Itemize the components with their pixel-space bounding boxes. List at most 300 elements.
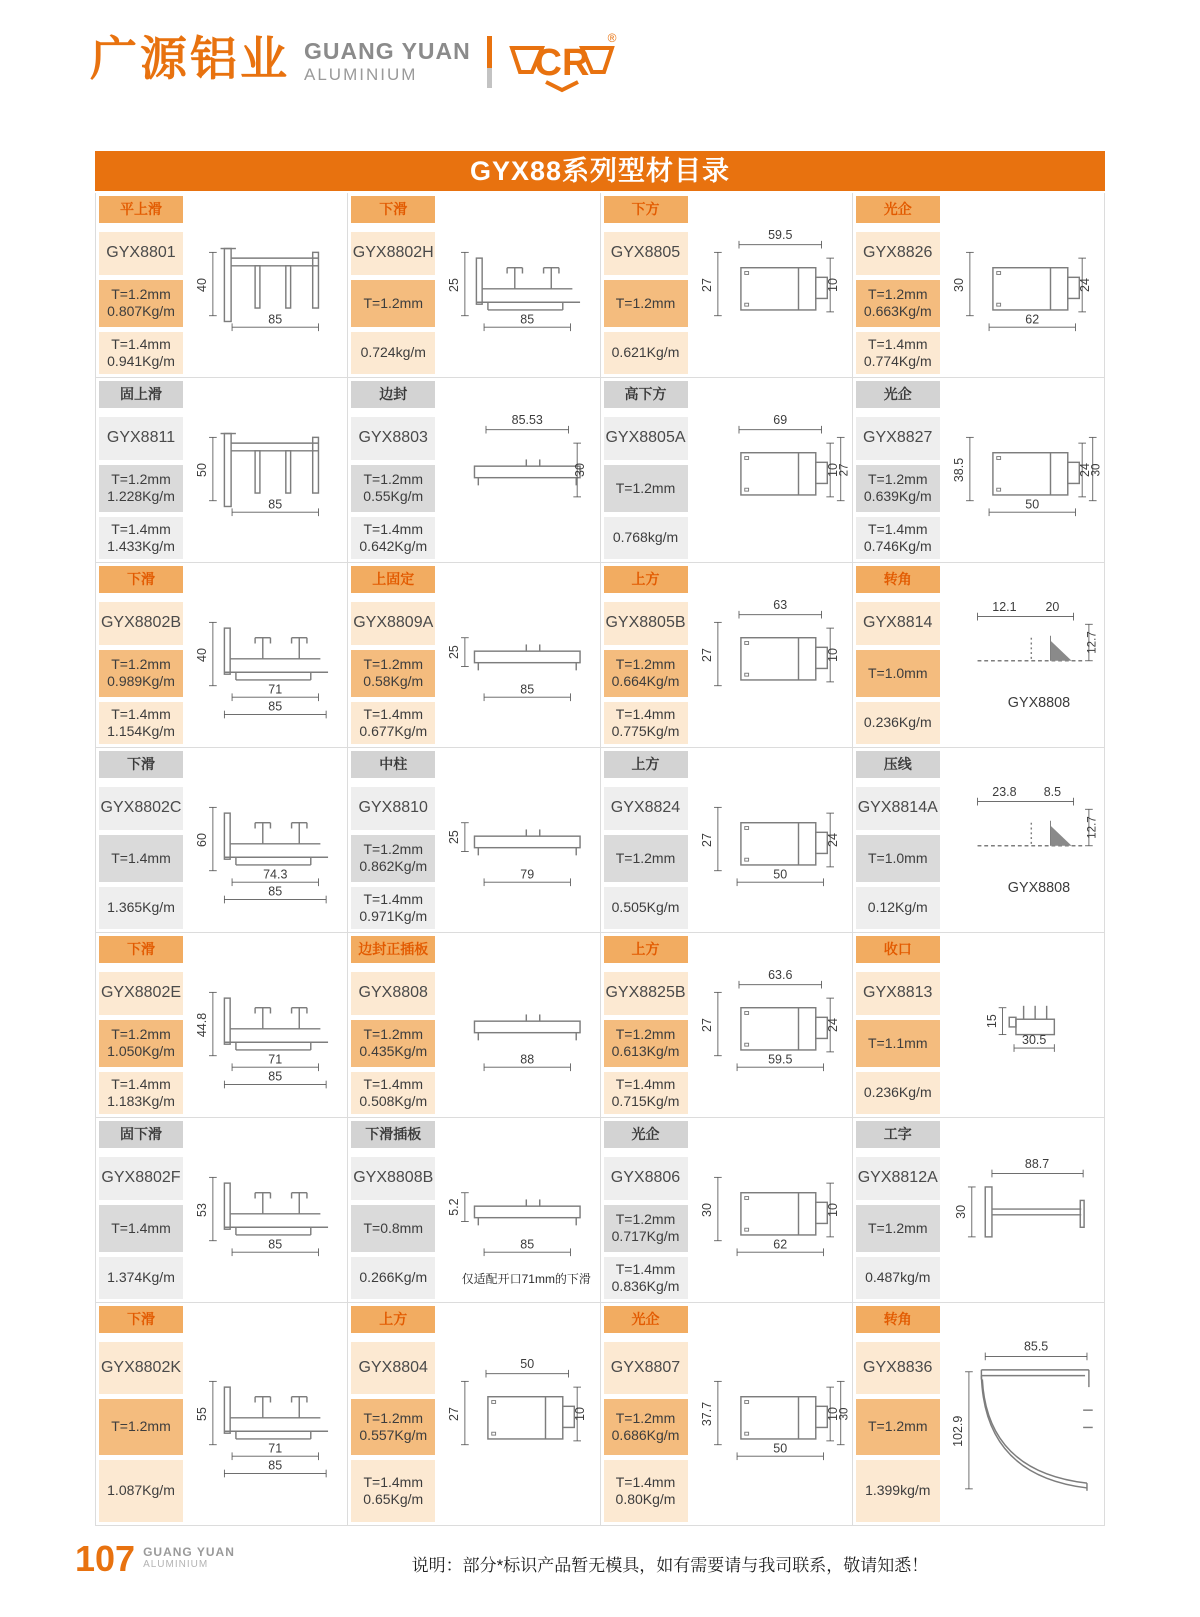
spec-secondary [99, 887, 183, 929]
spec-line: 0.836Kg/m [611, 1278, 680, 1295]
spec-primary [351, 1020, 435, 1068]
profile-drawing [186, 933, 347, 1117]
category-chip: 平上滑 [99, 196, 183, 223]
svg-text:44.8: 44.8 [195, 1012, 210, 1038]
catalog-row [95, 1303, 1105, 1526]
product-code: GYX8802B [99, 602, 183, 645]
profile-drawing [691, 563, 852, 747]
spec-line: T=1.2mm [867, 1219, 928, 1236]
profile-drawing [691, 933, 852, 1117]
svg-text:24: 24 [1077, 463, 1092, 477]
svg-text:85: 85 [268, 884, 283, 899]
spec-secondary [351, 332, 435, 374]
catalog-row [95, 748, 1105, 933]
svg-text:59.5: 59.5 [767, 227, 792, 242]
product-code: GYX8808B [351, 1157, 435, 1200]
catalog-row [95, 1118, 1105, 1303]
svg-text:27: 27 [837, 463, 850, 477]
svg-text:40: 40 [195, 278, 210, 292]
product-labels [853, 933, 943, 1117]
product-code: GYX8809A [351, 602, 435, 645]
spec-line: 0.862Kg/m [359, 858, 428, 875]
category-chip: 下滑 [99, 566, 183, 593]
product-code: GYX8805B [604, 602, 688, 645]
product-code: GYX8827 [856, 417, 940, 460]
product-cell [96, 1118, 348, 1302]
product-cell [96, 193, 348, 377]
spec-line: T=1.2mm [615, 479, 676, 496]
catalog-row [95, 193, 1105, 378]
spec-line: 0.621Kg/m [611, 344, 680, 361]
spec-line: T=1.4mm [111, 1075, 171, 1092]
spec-line: 1.365Kg/m [107, 899, 175, 916]
spec-line: T=1.2mm [111, 285, 171, 302]
product-code: GYX8813 [856, 972, 940, 1015]
category-chip: 下滑 [99, 936, 183, 963]
spec-line: T=1.4mm [111, 520, 171, 537]
category-chip: 光企 [856, 381, 940, 408]
spec-line: 0.807Kg/m [107, 303, 175, 320]
spec-secondary [604, 1257, 688, 1299]
profile-drawing [186, 1303, 347, 1525]
spec-line: T=1.2mm [363, 1025, 423, 1042]
product-code: GYX8803 [351, 417, 435, 460]
spec-line: T=1.4mm [363, 1473, 423, 1490]
svg-text:63: 63 [772, 597, 787, 612]
spec-line: 0.55Kg/m [363, 488, 424, 505]
spec-line: T=1.4mm [111, 849, 171, 866]
spec-secondary [604, 887, 688, 929]
spec-line: 0.236Kg/m [863, 714, 932, 731]
svg-text:59.5: 59.5 [767, 1052, 792, 1067]
spec-line: 0.768kg/m [612, 529, 679, 546]
svg-text:40: 40 [195, 648, 210, 662]
category-chip: 光企 [856, 196, 940, 223]
spec-secondary [856, 332, 940, 374]
spec-primary [351, 1205, 435, 1253]
page-title: GYX88系列型材目录 [95, 151, 1105, 191]
svg-text:10: 10 [573, 1407, 588, 1421]
spec-line: T=1.0mm [867, 664, 928, 681]
svg-text:85: 85 [268, 312, 283, 327]
spec-line: 0.58Kg/m [363, 673, 424, 690]
profile-drawing [691, 748, 852, 932]
product-cell [601, 378, 853, 562]
spec-line: T=1.4mm [615, 705, 676, 722]
spec-secondary [604, 1460, 688, 1522]
profile-drawing [438, 933, 599, 1117]
spec-line: T=1.4mm [615, 1473, 676, 1490]
svg-text:8.5: 8.5 [1043, 784, 1061, 799]
svg-text:71: 71 [268, 1441, 283, 1456]
spec-line: T=1.4mm [363, 1075, 423, 1092]
spec-line: T=1.2mm [363, 294, 423, 311]
product-labels [601, 748, 691, 932]
footer-brand-line1: GUANG YUAN [143, 1545, 235, 1559]
spec-secondary [856, 517, 940, 559]
product-cell [348, 378, 600, 562]
svg-text:12.7: 12.7 [1086, 816, 1099, 839]
svg-text:85.5: 85.5 [1023, 1339, 1048, 1354]
svg-text:85: 85 [520, 312, 535, 327]
product-code: GYX8825B [604, 972, 688, 1015]
spec-line: T=1.0mm [867, 849, 928, 866]
svg-text:23.8: 23.8 [992, 784, 1017, 799]
svg-text:50: 50 [1025, 497, 1039, 512]
spec-secondary [351, 517, 435, 559]
svg-text:24: 24 [825, 833, 840, 847]
svg-text:25: 25 [447, 645, 462, 660]
spec-line: 0.505Kg/m [611, 899, 680, 916]
svg-text:5.2: 5.2 [447, 1198, 462, 1216]
spec-primary [856, 1020, 940, 1068]
spec-line: 0.717Kg/m [611, 1228, 680, 1245]
spec-secondary [99, 702, 183, 744]
spec-primary [99, 1205, 183, 1253]
spec-line: 1.433Kg/m [107, 538, 175, 555]
spec-line: 0.715Kg/m [611, 1093, 680, 1110]
spec-line: T=1.2mm [867, 470, 928, 487]
spec-line: T=1.2mm [615, 655, 676, 672]
product-labels [348, 748, 438, 932]
category-chip: 压线 [856, 751, 940, 778]
profile-drawing [943, 378, 1104, 562]
spec-line: T=1.4mm [867, 335, 928, 352]
spec-secondary [99, 332, 183, 374]
profile-drawing [186, 563, 347, 747]
svg-text:12.1: 12.1 [992, 599, 1017, 614]
logo-divider [487, 36, 492, 88]
spec-primary [856, 280, 940, 328]
spec-secondary [351, 1460, 435, 1522]
spec-primary [99, 650, 183, 698]
svg-text:30: 30 [573, 463, 588, 477]
svg-text:38.5: 38.5 [951, 457, 966, 483]
spec-line: 0.435Kg/m [359, 1043, 428, 1060]
product-labels [601, 563, 691, 747]
spec-line: 0.774Kg/m [863, 353, 932, 370]
spec-secondary [604, 517, 688, 559]
svg-text:53: 53 [195, 1203, 210, 1217]
svg-text:79: 79 [520, 867, 535, 882]
spec-line: 0.677Kg/m [359, 723, 428, 740]
svg-text:62: 62 [772, 1237, 787, 1252]
product-cell [853, 748, 1104, 932]
brand-name-en: GUANG YUAN [304, 38, 471, 64]
catalog-grid [95, 193, 1105, 1526]
svg-text:88.7: 88.7 [1024, 1156, 1049, 1171]
spec-primary [351, 835, 435, 883]
svg-text:27: 27 [699, 648, 714, 662]
product-cell [601, 1118, 853, 1302]
spec-line: T=1.4mm [615, 1260, 676, 1277]
profile-drawing [691, 1118, 852, 1302]
spec-line: T=1.2mm [615, 849, 676, 866]
svg-text:85: 85 [268, 497, 283, 512]
spec-line: T=1.4mm [363, 520, 423, 537]
product-labels [348, 1118, 438, 1302]
svg-text:71: 71 [268, 682, 283, 697]
spec-line: 0.663Kg/m [863, 303, 932, 320]
spec-line: T=1.2mm [615, 1210, 676, 1227]
spec-line: T=1.2mm [363, 840, 423, 857]
product-code: GYX8824 [604, 787, 688, 830]
spec-line: T=1.2mm [111, 655, 171, 672]
spec-line: T=1.1mm [867, 1034, 928, 1051]
svg-text:24: 24 [825, 1018, 840, 1032]
cr-logo-letters: CR [534, 42, 590, 84]
svg-text:仅适配开口71mm的下滑: 仅适配开口71mm的下滑 [461, 1271, 592, 1286]
category-chip: 上固定 [351, 566, 435, 593]
category-chip: 上方 [604, 751, 688, 778]
spec-secondary [99, 1257, 183, 1299]
spec-line: T=1.4mm [615, 1075, 676, 1092]
spec-line: T=1.2mm [363, 655, 423, 672]
product-code: GYX8836 [856, 1342, 940, 1394]
product-labels [601, 378, 691, 562]
product-code: GYX8805 [604, 232, 688, 275]
product-cell [348, 748, 600, 932]
svg-text:10: 10 [825, 648, 840, 662]
category-chip: 上方 [604, 566, 688, 593]
category-chip: 中柱 [351, 751, 435, 778]
product-labels [96, 1118, 186, 1302]
cr-logo-icon [508, 30, 620, 101]
product-labels [96, 378, 186, 562]
spec-line: 0.724kg/m [360, 344, 426, 361]
spec-line: 0.557Kg/m [359, 1427, 428, 1443]
product-cell [601, 748, 853, 932]
svg-text:30: 30 [953, 1204, 968, 1219]
spec-line: 1.374Kg/m [107, 1269, 175, 1286]
product-labels [601, 1303, 691, 1525]
svg-text:15: 15 [984, 1014, 999, 1029]
spec-line: 0.664Kg/m [611, 673, 680, 690]
product-code: GYX8812A [856, 1157, 940, 1200]
spec-line: 1.183Kg/m [107, 1093, 175, 1110]
spec-secondary [99, 517, 183, 559]
product-cell [96, 933, 348, 1117]
product-code: GYX8806 [604, 1157, 688, 1200]
product-labels [853, 748, 943, 932]
svg-text:63.6: 63.6 [767, 967, 792, 982]
svg-text:GYX8808: GYX8808 [1007, 694, 1070, 711]
category-chip: 收口 [856, 936, 940, 963]
spec-secondary [351, 887, 435, 929]
spec-line: T=1.2mm [111, 1025, 171, 1042]
spec-primary [856, 465, 940, 513]
svg-text:50: 50 [772, 1441, 787, 1456]
profile-drawing [186, 1118, 347, 1302]
svg-text:10: 10 [825, 1203, 840, 1217]
svg-text:69: 69 [772, 412, 787, 427]
spec-primary [856, 1205, 940, 1253]
category-chip: 工字 [856, 1121, 940, 1148]
profile-drawing [943, 933, 1104, 1117]
profile-drawing [943, 748, 1104, 932]
spec-line: 0.80Kg/m [615, 1491, 676, 1507]
spec-line: 0.941Kg/m [107, 353, 175, 370]
profile-drawing [438, 1303, 599, 1525]
brand-logo-en [304, 34, 471, 85]
product-cell [853, 378, 1104, 562]
product-code: GYX8802K [99, 1342, 183, 1394]
spec-secondary [856, 1072, 940, 1114]
category-chip: 边封 [351, 381, 435, 408]
catalog-row [95, 563, 1105, 748]
profile-drawing [186, 378, 347, 562]
svg-text:30: 30 [837, 1407, 850, 1421]
svg-text:102.9: 102.9 [950, 1415, 965, 1447]
spec-primary [856, 650, 940, 698]
svg-text:10: 10 [825, 1407, 840, 1421]
footer-note: 说明：部分*标识产品暂无模具，如有需要请与我司联系，敬请知悉！ [411, 1556, 929, 1575]
spec-primary [351, 465, 435, 513]
category-chip: 下滑 [99, 1306, 183, 1333]
svg-text:50: 50 [772, 867, 787, 882]
product-labels [348, 933, 438, 1117]
spec-primary [351, 650, 435, 698]
spec-line: 1.228Kg/m [107, 488, 175, 505]
product-code: GYX8811 [99, 417, 183, 460]
svg-text:50: 50 [520, 1356, 535, 1371]
svg-text:27: 27 [447, 1407, 462, 1421]
svg-text:85: 85 [268, 1069, 283, 1084]
product-code: GYX8814A [856, 787, 940, 830]
spec-line: 0.989Kg/m [107, 673, 175, 690]
spec-line: T=1.4mm [111, 705, 171, 722]
spec-secondary [99, 1460, 183, 1522]
svg-text:GYX8808: GYX8808 [1007, 879, 1070, 896]
svg-text:71: 71 [268, 1052, 283, 1067]
profile-drawing [943, 193, 1104, 377]
spec-line: T=1.2mm [111, 470, 171, 487]
product-cell [853, 193, 1104, 377]
product-cell [348, 563, 600, 747]
profile-drawing [438, 1118, 599, 1302]
catalog-row [95, 378, 1105, 563]
product-cell [96, 378, 348, 562]
spec-secondary [856, 1460, 940, 1522]
product-labels [853, 193, 943, 377]
svg-text:37.7: 37.7 [699, 1401, 714, 1427]
spec-line: T=1.2mm [867, 1418, 928, 1435]
spec-line: 1.050Kg/m [107, 1043, 175, 1060]
page-footer [75, 1538, 1105, 1579]
product-cell [853, 1303, 1104, 1525]
svg-text:25: 25 [447, 830, 462, 845]
spec-primary [99, 1020, 183, 1068]
product-labels [348, 563, 438, 747]
spec-line: T=1.4mm [111, 335, 171, 352]
brand-header [0, 0, 1200, 101]
category-chip: 上方 [604, 936, 688, 963]
category-chip: 上方 [351, 1306, 435, 1333]
product-labels [96, 193, 186, 377]
product-code: GYX8804 [351, 1342, 435, 1394]
product-labels [348, 1303, 438, 1525]
spec-line: T=1.2mm [363, 1409, 423, 1426]
product-labels [601, 193, 691, 377]
spec-line: 0.686Kg/m [611, 1427, 680, 1443]
spec-primary [604, 835, 688, 883]
product-code: GYX8807 [604, 1342, 688, 1394]
spec-primary [99, 835, 183, 883]
spec-primary [604, 650, 688, 698]
product-labels [348, 193, 438, 377]
svg-text:27: 27 [699, 1018, 714, 1032]
product-labels [853, 1118, 943, 1302]
category-chip: 光企 [604, 1306, 688, 1333]
spec-line: 0.487kg/m [865, 1269, 931, 1286]
spec-line: 0.775Kg/m [611, 723, 680, 740]
spec-line: T=1.2mm [867, 285, 928, 302]
spec-line: 0.613Kg/m [611, 1043, 680, 1060]
catalog-row [95, 933, 1105, 1118]
spec-line: 0.971Kg/m [359, 908, 428, 925]
product-cell [348, 1118, 600, 1302]
svg-text:60: 60 [195, 833, 210, 847]
spec-primary [604, 280, 688, 328]
spec-primary [99, 1399, 183, 1455]
spec-secondary [351, 702, 435, 744]
svg-text:30.5: 30.5 [1021, 1033, 1047, 1048]
spec-line: T=1.2mm [363, 470, 423, 487]
product-cell [348, 1303, 600, 1525]
spec-line: T=1.2mm [615, 1025, 676, 1042]
spec-primary [351, 1399, 435, 1455]
svg-text:62: 62 [1025, 312, 1039, 327]
spec-line: T=1.2mm [111, 1418, 171, 1435]
profile-drawing [691, 1303, 852, 1525]
product-labels [853, 378, 943, 562]
category-chip: 下滑 [99, 751, 183, 778]
svg-text:25: 25 [447, 278, 462, 292]
brand-subtitle-en: ALUMINIUM [304, 65, 418, 84]
category-chip: 光企 [604, 1121, 688, 1148]
product-labels [348, 378, 438, 562]
category-chip: 下滑插板 [351, 1121, 435, 1148]
profile-drawing [438, 378, 599, 562]
profile-drawing [691, 193, 852, 377]
brand-logo-cn: 广源铝业 [90, 32, 290, 85]
spec-line: 0.65Kg/m [363, 1491, 424, 1507]
spec-secondary [604, 332, 688, 374]
spec-line: 1.087Kg/m [107, 1482, 175, 1499]
spec-line: T=1.2mm [615, 1409, 676, 1426]
category-chip: 固上滑 [99, 381, 183, 408]
svg-text:55: 55 [195, 1407, 210, 1421]
product-labels [96, 933, 186, 1117]
svg-text:85: 85 [520, 1237, 535, 1252]
svg-text:50: 50 [195, 463, 210, 477]
spec-line: 1.154Kg/m [107, 723, 175, 740]
svg-text:30: 30 [699, 1203, 714, 1217]
spec-secondary [351, 1257, 435, 1299]
profile-drawing [943, 1303, 1104, 1525]
spec-primary [604, 465, 688, 513]
category-chip: 转角 [856, 566, 940, 593]
spec-secondary [856, 887, 940, 929]
product-labels [96, 563, 186, 747]
spec-line: 0.12Kg/m [867, 899, 928, 916]
svg-text:20: 20 [1045, 599, 1060, 614]
product-code: GYX8802E [99, 972, 183, 1015]
spec-line: 1.399kg/m [865, 1482, 931, 1499]
spec-secondary [351, 1072, 435, 1114]
product-code: GYX8814 [856, 602, 940, 645]
product-labels [601, 933, 691, 1117]
